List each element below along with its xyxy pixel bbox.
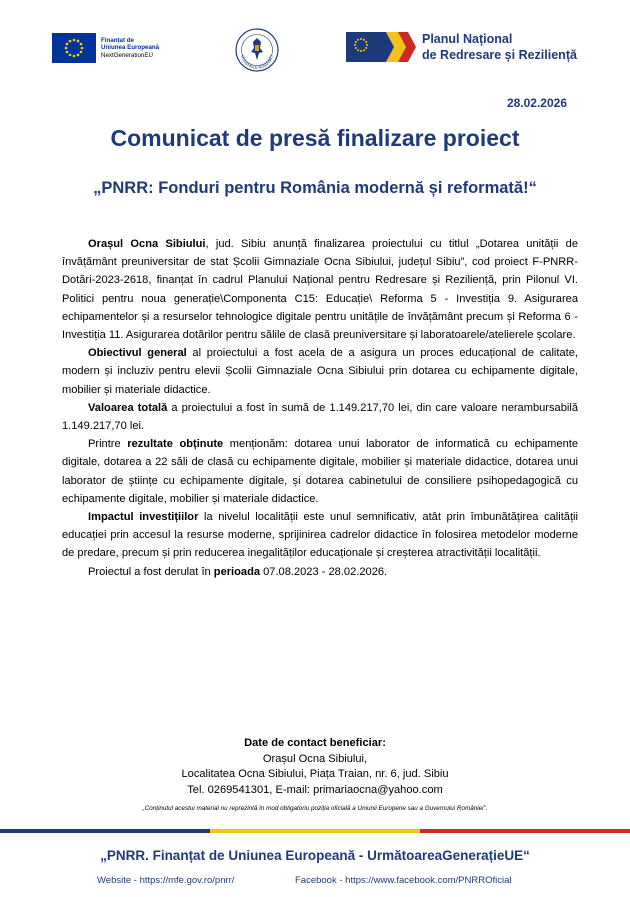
romanian-government-logo: [235, 28, 279, 72]
press-release-date: 28.02.2026: [506, 96, 567, 110]
paragraph-intro-text: , jud. Sibiu anunță finalizarea proiectului cu titlul „Dotarea unității de învățământ preuniversitar de stat Școlii Gimnaziale Ocna Sibiului, județul Sibiu”, cod proiect F-PNRR-Dotări-2023-2618, finanțat în cadrul Planului Național pentru Redresare și Reziliență, prin Pilonul VI. Politici pentru noua generație\Componenta C15: Educație\ Reforma 5 - Investiția 9. Asigurarea echipamentelor și a resurselor tehnologice digitale pentru unitățile de învățământ precum și Reforma 6 - Investiția 11. Asigurarea dotărilor pentru sălile de clasă preuniversitare și laboratoarele/atelierele școlare.: [62, 238, 578, 342]
pnrr-logo: [346, 30, 577, 64]
paragraph-period-pre: Proiectul a fost derulat în: [88, 565, 214, 578]
divider-blue: [0, 829, 210, 833]
press-release-body: [62, 235, 578, 581]
pnrr-logo-line1: Planul Național: [422, 32, 513, 46]
paragraph-value: [62, 399, 578, 435]
contact-line-phone-email: Tel. 0269541301, E-mail: primariaocna@yahoo.com: [187, 783, 443, 796]
paragraph-impact-bold: Impactul investițiilor: [88, 511, 199, 524]
eu-logo-text: [101, 37, 159, 60]
pnrr-logo-line2: de Redresare și Reziliență: [422, 48, 577, 62]
divider-red: [420, 829, 630, 833]
page-title: Comunicat de presă finalizare proiect: [110, 125, 520, 151]
paragraph-period: [62, 563, 578, 581]
contact-line-address: Localitatea Ocna Sibiului, Piața Traian, nr. 6, jud. Sibiu: [181, 768, 449, 780]
pnrr-flag-icon: [346, 30, 418, 64]
beneficiary-contact: [0, 736, 630, 798]
eu-logo-line3: NextGenerationEU: [101, 51, 153, 59]
paragraph-results-bold: rezultate obținute: [127, 438, 224, 451]
paragraph-period-text: 07.08.2023 - 28.02.2026.: [260, 565, 388, 578]
paragraph-results-pre: Printre: [88, 438, 128, 451]
romanian-coat-of-arms-icon: [235, 28, 279, 72]
footer-motto: „PNRR. Finanțat de Uniunea Europeană - UrmătoareaGenerațieUE“: [100, 848, 530, 863]
paragraph-results-text: menționăm: dotarea unui laborator de informatică cu echipamente digitale, dotarea a 22 săli de clasă cu echipamente digitale, mobilier și materiale didactice, dotarea unui laborator de științe cu echipamente digitale, și dotarea cabinetului de consiliere psihopedagogică cu echipamente digitale, mobilier și materiale didactice.: [62, 438, 579, 505]
paragraph-value-text: a proiectului a fost în sumă de 1.149.217,70 lei, din care valoare nerambursabilă 1.149.217,70 lei.: [62, 401, 578, 433]
footer-website-link[interactable]: Website - https://mfe.gov.ro/pnrr/: [97, 875, 235, 886]
paragraph-period-bold: perioada: [213, 565, 261, 578]
page-subtitle: „PNRR: Fonduri pentru România modernă și reformată!“: [93, 179, 537, 197]
paragraph-impact-text: la nivelul localității este unul semnificativ, atât prin îmbunătățirea calității educației prin accesul la resurse moderne, sprijinirea cadrelor didactice în folosirea metodelor moderne de predare, precum și prin reducerea inegalităților educaționale și creșterea atractivității localității.: [62, 511, 578, 560]
gov-logo-label: GUVERNUL ROMÂNIEI: [240, 54, 274, 71]
paragraph-objective-text: al proiectului a fost acela de a asigura un proces educațional de calitate, modern și incluziv pentru elevii Școlii Gimnaziale Ocna Sibiului prin dotarea cu echipamente digitale, mobilier și materiale didactice.: [62, 347, 578, 396]
paragraph-impact: [62, 508, 578, 563]
paragraph-objective: [62, 344, 578, 399]
eu-funding-logo: [52, 33, 159, 63]
paragraph-intro-bold: Orașul Ocna Sibiului: [88, 238, 206, 250]
paragraph-objective-bold: Obiectivul general: [88, 347, 187, 360]
contact-heading: Date de contact beneficiar:: [244, 737, 386, 749]
eu-logo-line1: Finanțat de: [101, 36, 135, 44]
paragraph-value-bold: Valoarea totală: [88, 401, 168, 414]
divider-yellow: [210, 829, 420, 833]
paragraph-intro: [62, 235, 578, 344]
paragraph-results: [62, 435, 578, 508]
contact-line-name: Orașul Ocna Sibiului,: [262, 752, 368, 765]
eu-flag-icon: [52, 33, 96, 63]
footer-facebook-link[interactable]: Facebook - https://www.facebook.com/PNRROficial: [295, 875, 512, 886]
pnrr-logo-text: [422, 31, 577, 63]
eu-logo-line2: Uniunea Europeană: [101, 44, 160, 52]
tricolor-divider: [0, 829, 630, 833]
disclaimer: „Conținutul acestui material nu reprezintă în mod obligatoriu poziția oficială a Uniunii Europene sau a Guvernului României”.: [142, 805, 488, 812]
